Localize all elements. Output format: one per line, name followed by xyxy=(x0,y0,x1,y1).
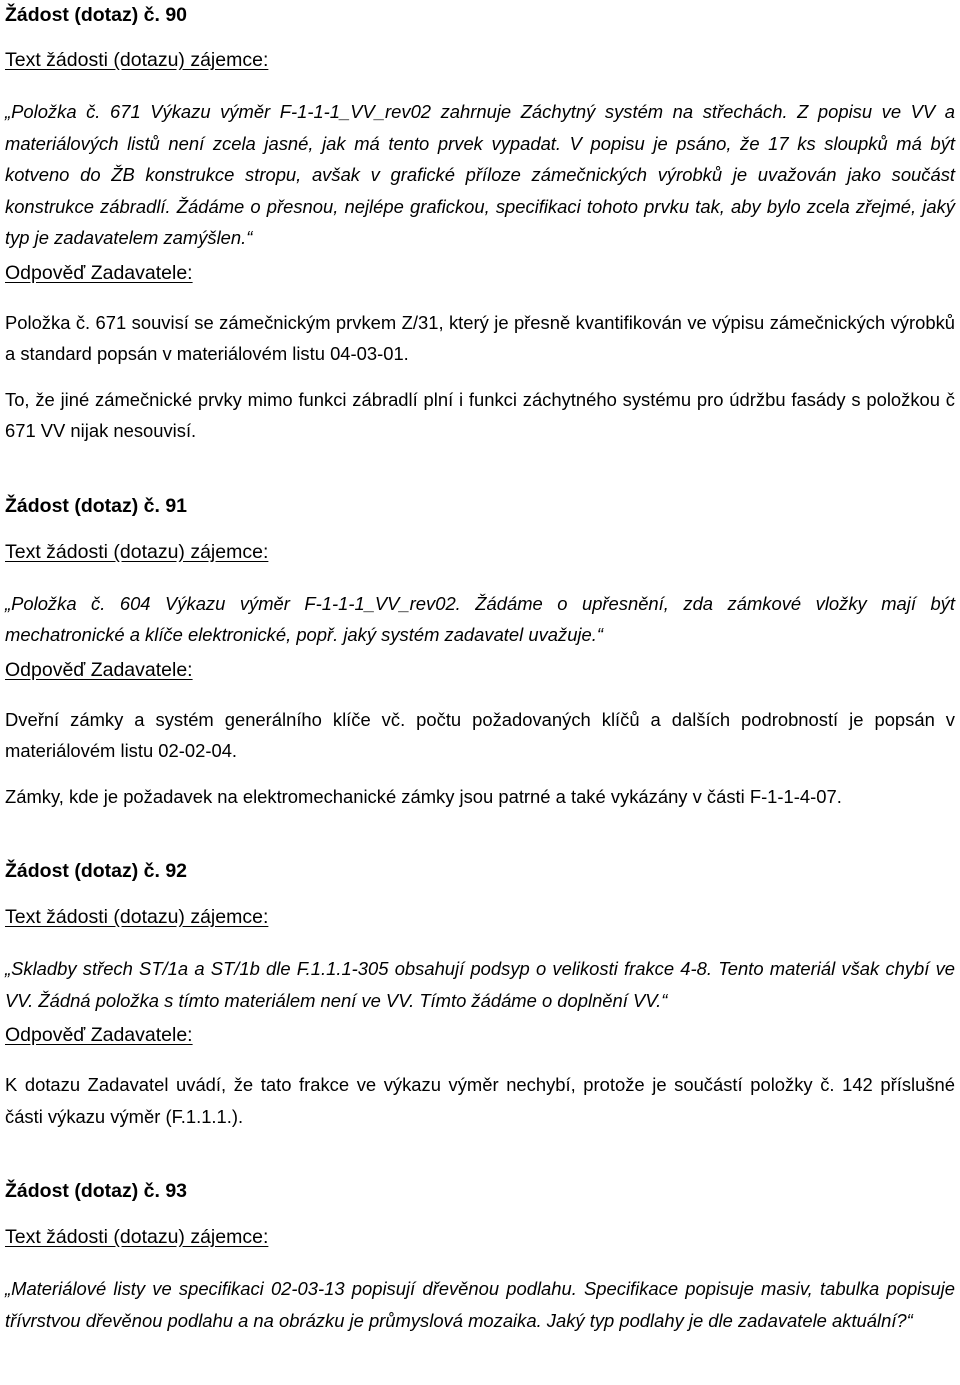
request-91 xyxy=(5,492,955,813)
question-label: Text žádosti (dotazu) zájemce: xyxy=(5,1226,269,1248)
request-heading: Žádost (dotaz) č. 91 xyxy=(5,494,188,517)
answer-label: Odpověď Zadavatele: xyxy=(5,658,193,681)
request-heading: Žádost (dotaz) č. 93 xyxy=(5,1180,188,1202)
answer-paragraph: K dotazu Zadavatel uvádí, že tato frakce ve výkazu výměr nechybí, protože je součástí položky č. 142 příslušné části výkazu výměr (F.1.1.1.). xyxy=(5,1074,955,1127)
question-text: „Položka č. 604 Výkazu výměr F-1-1-1_VV_rev02. Žádáme o upřesnění, zda zámkové vložky mají být mechatronické a klíče elektronické, popř. jaký systém zadavatel uvažuje.“ xyxy=(5,592,955,645)
question-label: Text žádosti (dotazu) zájemce: xyxy=(5,540,269,563)
request-90 xyxy=(5,1,955,447)
answer-label: Odpověď Zadavatele: xyxy=(5,1024,193,1046)
question-text: „Položka č. 671 Výkazu výměr F-1-1-1_VV_rev02 zahrnuje Záchytný systém na střechách. Z popisu ve VV a materiálových listů není zcela jasné, jak má tento prvek vypadat. V popisu je psáno, že 17 ks sloupků má být kotveno do ŽB konstrukce stropu, avšak v grafické příloze zámečnických výrobků je uvažován jako součást konstrukce zábradlí. Žádáme o přesnou, nejlépe grafickou, specifikaci tohoto prvku tak, aby bylo zcela zřejmé, jaký typ je zadavatelem zamýšlen.“ xyxy=(5,101,955,248)
question-label: Text žádosti (dotazu) zájemce: xyxy=(5,906,269,928)
answer-paragraph: To, že jiné zámečnické prvky mimo funkci zábradlí plní i funkci záchytného systému pro údržbu fasády s položkou č 671 VV nijak nesouvisí. xyxy=(5,388,955,441)
request-heading: Žádost (dotaz) č. 90 xyxy=(5,4,188,26)
answer-paragraph: Dveřní zámky a systém generálního klíče vč. počtu požadovaných klíčů a dalších podrobností je popsán v materiálovém listu 02-02-04. xyxy=(5,708,955,761)
request-92 xyxy=(5,857,955,1132)
document-page xyxy=(0,1,960,1336)
answer-paragraph: Zámky, kde je požadavek na elektromechanické zámky jsou patrné a také vykázány v části F-1-1-4-07. xyxy=(5,785,842,807)
question-label: Text žádosti (dotazu) zájemce: xyxy=(5,49,269,71)
question-text: „Skladby střech ST/1a a ST/1b dle F.1.1.1-305 obsahují podsyp o velikosti frakce 4-8. Tento materiál však chybí ve VV. Žádná položka s tímto materiálem není ve VV. Tímto žádáme o doplnění VV.“ xyxy=(5,958,955,1011)
answer-paragraph: Položka č. 671 souvisí se zámečnickým prvkem Z/31, který je přesně kvantifikován ve výpisu zámečnických výrobků a standard popsán v materiálovém listu 04-03-01. xyxy=(5,311,955,364)
request-93 xyxy=(5,1177,955,1336)
request-heading: Žádost (dotaz) č. 92 xyxy=(5,860,188,882)
answer-label: Odpověď Zadavatele: xyxy=(5,261,193,284)
question-text: „Materiálové listy ve specifikaci 02-03-13 popisují dřevěnou podlahu. Specifikace popisuje masiv, tabulka popisuje třívrstvou dřevěnou podlahu a na obrázku je průmyslová mozaika. Jaký typ podlahy je dle zadavatele aktuální?“ xyxy=(5,1278,955,1331)
